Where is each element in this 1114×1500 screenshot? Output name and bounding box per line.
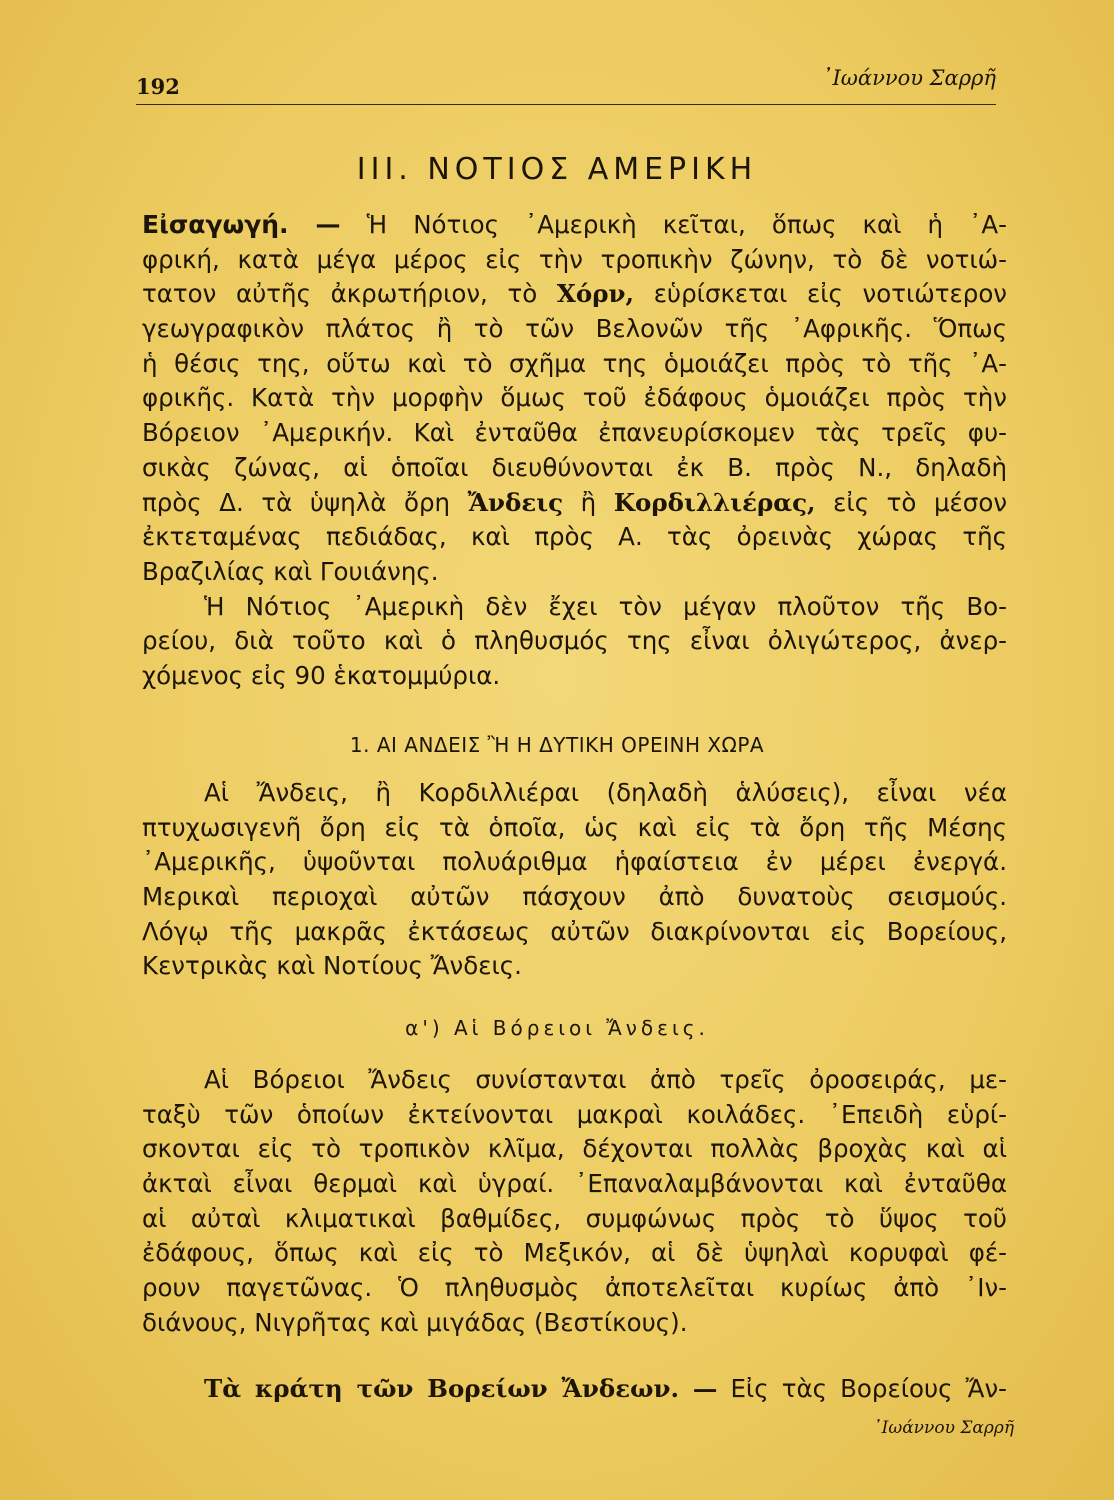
text-line: Αἱ Ἄνδεις, ἢ Κορδιλλιέραι (δηλαδὴ ἁλύσεις), εἶναι νέα	[204, 778, 1007, 807]
text-line: ἡ θέσις της, οὕτω καὶ τὸ σχῆμα της ὁμοιάζει πρὸς τὸ τῆς ᾿Α-	[142, 348, 1007, 378]
text-line: Εἰσαγωγή. — Ἡ Νότιος ᾿Αμερικὴ κεῖται, ὅπως καὶ ἡ ᾿Α-	[142, 210, 1007, 239]
text-line: Αἱ Βόρειοι Ἄνδεις συνίστανται ἀπὸ τρεῖς ὀροσειράς, με-	[204, 1065, 1007, 1094]
text-line: Μερικαὶ περιοχαὶ αὐτῶν πάσχουν ἀπὸ δυνατοὺς σεισμούς.	[142, 882, 1007, 912]
text-line: διάνους, Νιγρῆτας καὶ μιγάδας (Βεστίκους).	[142, 1307, 688, 1337]
section-heading: 1. ΑΙ ΑΝΔΕΙΣ Ἢ Η ΔΥΤΙΚΗ ΟΡΕΙΝΗ ΧΩΡΑ	[349, 733, 765, 757]
text-line: ταξὺ τῶν ὁποίων ἐκτείνονται μακραὶ κοιλάδες. ᾿Επειδὴ εὑρί-	[142, 1099, 1007, 1129]
chapter-title: III. ΝΟΤΙΟΣ ΑΜΕΡΙΚΗ	[356, 152, 758, 187]
text-line: πρὸς Δ. τὰ ὑψηλὰ ὄρη Ἄνδεις ἢ Κορδιλλιέρας, εἰς τὸ μέσον	[142, 487, 1008, 517]
footer-signature: ᾿Ιωάννου Σαρρῆ	[873, 1418, 1014, 1438]
text-line: φρικῆς. Κατὰ τὴν μορφὴν ὅμως τοῦ ἐδάφους ὁμοιάζει πρὸς τὴν	[142, 383, 1007, 413]
text-line: πτυχωσιγενῆ ὄρη εἰς τὰ ὁποῖα, ὡς καὶ εἰς τὰ ὄρη τῆς Μέσης	[142, 812, 1007, 842]
text-line: Λόγῳ τῆς μακρᾶς ἐκτάσεως αὐτῶν διακρίνονται εἰς Βορείους,	[142, 916, 1007, 946]
text-line: ἐκτεταμένας πεδιάδας, καὶ πρὸς Α. τὰς ὀρεινὰς χώρας τῆς	[142, 522, 1007, 552]
text-line: Ἡ Νότιος ᾿Αμερικὴ δὲν ἔχει τὸν μέγαν πλοῦτον τῆς Βο-	[204, 591, 1007, 621]
running-head: ᾿Ιωάννου Σαρρῆ	[821, 66, 996, 90]
text-line: Τὰ κράτη τῶν Βορείων Ἄνδεων. — Εἰς τὰς Βορείους Ἄν-	[204, 1374, 1007, 1403]
text-line: ᾿Αμερικῆς, ὑψοῦνται πολυάριθμα ἡφαίστεια ἐν μέρει ἐνεργά.	[142, 847, 1007, 877]
text-line: αἱ αὐταὶ κλιματικαὶ βαθμίδες, συμφώνως πρὸς τὸ ὕψος τοῦ	[142, 1203, 1007, 1233]
text-line: χόμενος εἰς 90 ἑκατομμύρια.	[142, 660, 501, 690]
final-lead: Τὰ κράτη τῶν Βορείων Ἄνδεων. —	[204, 1374, 718, 1403]
subsection-heading: α') Αἱ Βόρειοι Ἄνδεις.	[405, 1016, 709, 1040]
text-line: ρείου, διὰ τοῦτο καὶ ὁ πληθυσμός της εἶναι ὀλιγώτερος, ἀνερ-	[142, 626, 1007, 656]
term-cordilleras: Κορδιλλιέρας,	[613, 487, 816, 517]
text-line: ἐδάφους, ὅπως καὶ εἰς τὸ Μεξικόν, αἱ δὲ ὑψηλαὶ κορυφαὶ φέ-	[142, 1238, 1007, 1268]
intro-lead: Εἰσαγωγή. —	[142, 210, 341, 239]
text-line: τατον αὐτῆς ἀκρωτήριον, τὸ Χόρν, εὑρίσκεται εἰς νοτιώτερον	[142, 279, 1007, 309]
final-paragraph	[142, 1372, 1007, 1407]
intro-paragraph	[142, 208, 1007, 694]
term-horn: Χόρν,	[556, 279, 635, 309]
text-line: φρική, κατὰ μέγα μέρος εἰς τὴν τροπικὴν ζώνην, τὸ δὲ νοτιώ-	[142, 244, 1007, 274]
text-line: σικὰς ζώνας, αἱ ὁποῖαι διευθύνονται ἐκ Β. πρὸς Ν., δηλαδὴ	[142, 452, 1007, 482]
text-line: ρουν παγετῶνας. Ὁ πληθυσμὸς ἀποτελεῖται κυρίως ἀπὸ ᾿Ιν-	[142, 1273, 1007, 1303]
text-line: ἀκταὶ εἶναι θερμαὶ καὶ ὑγραί. ᾿Επαναλαμβάνονται καὶ ἐνταῦθα	[142, 1169, 1007, 1199]
text-line: Βραζιλίας καὶ Γουιάνης.	[142, 556, 439, 586]
text-line: γεωγραφικὸν πλάτος ἢ τὸ τῶν Βελονῶν τῆς ᾿Αφρικῆς. Ὅπως	[142, 314, 1007, 344]
text-line: Βόρειον ᾿Αμερικήν. Καὶ ἐνταῦθα ἐπανευρίσκομεν τὰς τρεῖς φυ-	[142, 418, 1007, 448]
text-line: Κεντρικὰς καὶ Νοτίους Ἄνδεις.	[142, 951, 522, 981]
subsection-paragraph	[142, 1063, 1007, 1341]
page-header	[136, 64, 996, 105]
section1-paragraph	[142, 776, 1007, 984]
page-number: 192	[136, 74, 180, 99]
text-line: σκονται εἰς τὸ τροπικὸν κλῖμα, δέχονται πολλὰς βροχὰς καὶ αἱ	[142, 1134, 1007, 1164]
term-andes: Ἄνδεις	[467, 487, 564, 517]
